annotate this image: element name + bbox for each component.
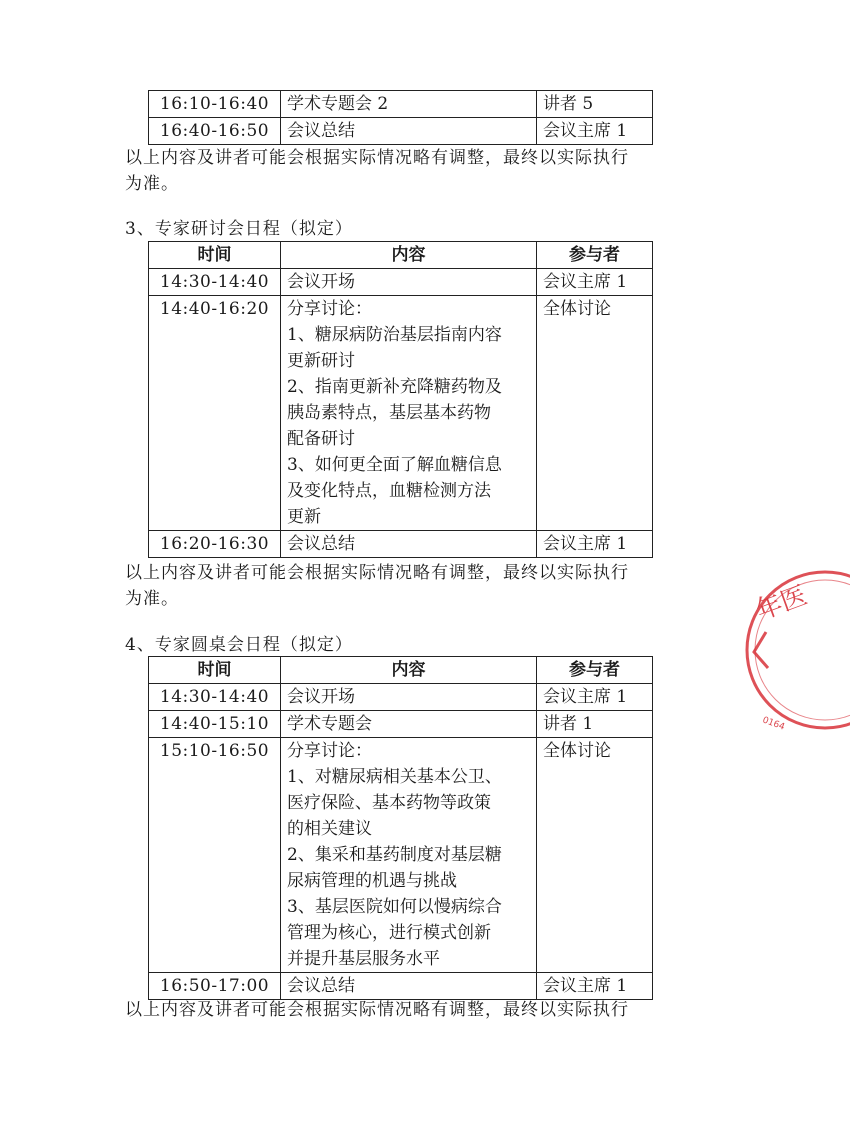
content-cell: 会议开场 — [281, 684, 537, 711]
content-cell: 会议总结 — [281, 973, 537, 1000]
time-cell: 16:40-16:50 — [149, 118, 281, 145]
participant-cell: 讲者 5 — [537, 91, 653, 118]
content-cell: 分享讨论： 1、糖尿病防治基层指南内容 更新研讨 2、指南更新补充降糖药物及 胰岛素特点，基层基本药物 配备研讨 3、如何更全面了解血糖信息 及变化特点，血糖检测方法 更新 — [281, 296, 537, 531]
table-row — [149, 531, 653, 558]
schedule-table-continued — [148, 90, 653, 145]
section-heading: 4、专家圆桌会日程（拟定） — [125, 635, 353, 655]
participant-cell: 会议主席 1 — [537, 118, 653, 145]
participant-cell: 全体讨论 — [537, 738, 653, 973]
section-heading: 3、专家研讨会日程（拟定） — [125, 219, 353, 239]
red-seal-stamp — [730, 560, 850, 740]
table-row — [149, 711, 653, 738]
roundtable-schedule-table — [148, 656, 653, 1000]
column-header-time: 时间 — [149, 242, 281, 269]
table-row — [149, 973, 653, 1000]
time-cell: 14:40-16:20 — [149, 296, 281, 531]
participant-cell: 讲者 1 — [537, 711, 653, 738]
participant-cell: 会议主席 1 — [537, 973, 653, 1000]
column-header-participant: 参与者 — [537, 657, 653, 684]
adjustment-note: 以上内容及讲者可能会根据实际情况略有调整，最终以实际执行 为准。 — [125, 563, 629, 609]
column-header-participant: 参与者 — [537, 242, 653, 269]
column-header-content: 内容 — [281, 657, 537, 684]
time-cell: 16:20-16:30 — [149, 531, 281, 558]
table-row — [149, 738, 653, 973]
content-cell: 学术专题会 2 — [281, 91, 537, 118]
participant-cell: 会议主席 1 — [537, 269, 653, 296]
adjustment-note: 以上内容及讲者可能会根据实际情况略有调整，最终以实际执行 为准。 — [125, 148, 629, 194]
table-header-row — [149, 242, 653, 269]
table-row — [149, 269, 653, 296]
table-row — [149, 296, 653, 531]
seal-number: 0164 — [760, 715, 786, 733]
content-cell: 会议总结 — [281, 118, 537, 145]
table-header-row — [149, 657, 653, 684]
participant-cell: 全体讨论 — [537, 296, 653, 531]
content-cell: 会议总结 — [281, 531, 537, 558]
time-cell: 14:40-15:10 — [149, 711, 281, 738]
time-cell: 16:50-17:00 — [149, 973, 281, 1000]
adjustment-note: 以上内容及讲者可能会根据实际情况略有调整，最终以实际执行 — [125, 1000, 629, 1020]
table-row — [149, 118, 653, 145]
time-cell: 15:10-16:50 — [149, 738, 281, 973]
column-header-time: 时间 — [149, 657, 281, 684]
content-cell: 学术专题会 — [281, 711, 537, 738]
table-row — [149, 684, 653, 711]
seal-text-fragment: 年医 — [752, 580, 812, 627]
time-cell: 14:30-14:40 — [149, 684, 281, 711]
seminar-schedule-table — [148, 241, 653, 558]
table-row — [149, 91, 653, 118]
participant-cell: 会议主席 1 — [537, 531, 653, 558]
content-cell: 分享讨论： 1、对糖尿病相关基本公卫、 医疗保险、基本药物等政策 的相关建议 2、集采和基药制度对基层糖 尿病管理的机遇与挑战 3、基层医院如何以慢病综合 管理为核心，进行模式创新 并提升基层服务水平 — [281, 738, 537, 973]
participant-cell: 会议主席 1 — [537, 684, 653, 711]
time-cell: 16:10-16:40 — [149, 91, 281, 118]
content-cell: 会议开场 — [281, 269, 537, 296]
time-cell: 14:30-14:40 — [149, 269, 281, 296]
column-header-content: 内容 — [281, 242, 537, 269]
